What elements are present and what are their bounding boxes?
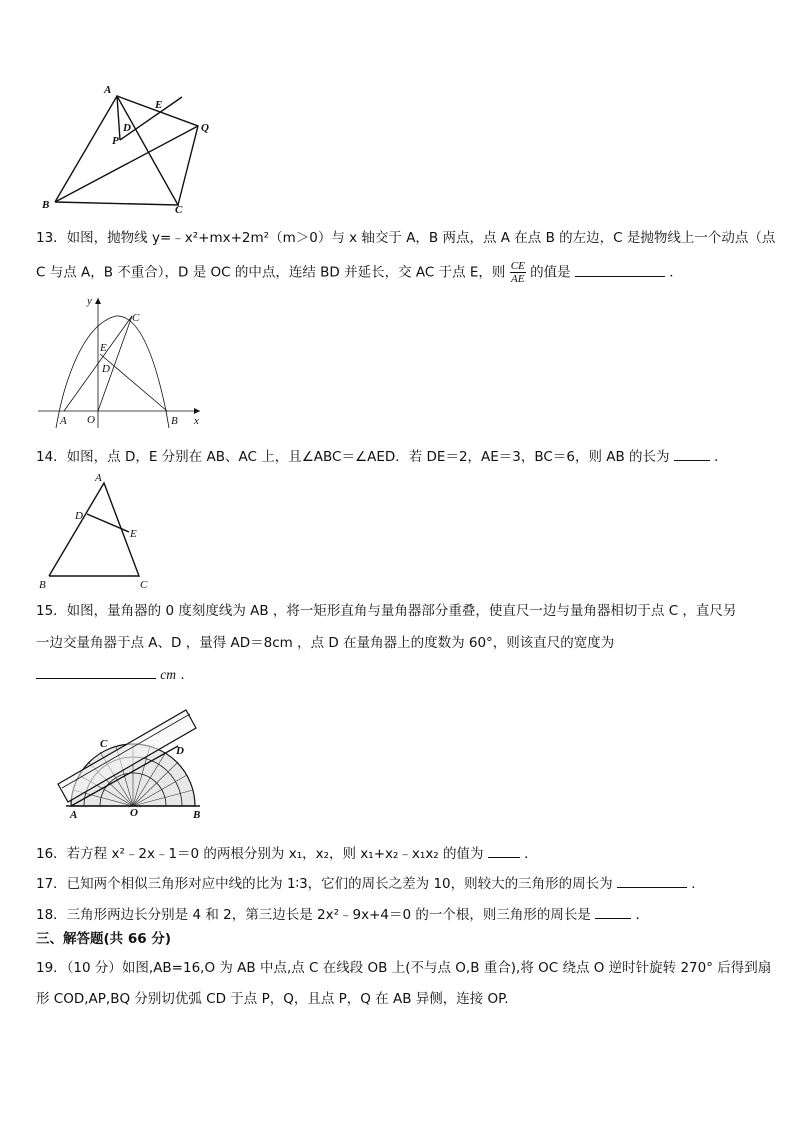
figure-q13-parabola <box>36 294 208 430</box>
q15-line1: 15．如图，量角器的 0 度刻度线为 AB ，将一矩形直角与量角器部分重叠，使直尺一边与量角器相切于点 C ，直尺另 <box>36 603 737 619</box>
q13-label-O: O <box>87 414 95 426</box>
q18-end: ． <box>635 907 649 923</box>
q14-answer-blank[interactable] <box>674 446 710 461</box>
fig12-label-A: A <box>104 84 112 96</box>
q15-label-C: C <box>100 738 108 750</box>
q13-line2 <box>36 260 683 285</box>
q13-answer-blank[interactable] <box>575 262 665 277</box>
q14-question <box>36 446 728 467</box>
q13-line1: 13．如图，抛物线 y=﹣x²+mx+2m²（m＞0）与 x 轴交于 A，B 两点，点 A 在点 B 的左边，C 是抛物线上一个动点（点 <box>36 230 776 246</box>
q18-text: 18．三角形两边长分别是 4 和 2，第三边长是 2x²﹣9x+4＝0 的一个根，则三角形的周长是 <box>36 907 591 923</box>
q17-answer-blank[interactable] <box>617 873 687 888</box>
figure-q14-triangle <box>36 470 156 592</box>
q15-label-O: O <box>130 807 138 819</box>
q13-label-y: y <box>87 295 92 307</box>
figure-q12 <box>38 82 218 214</box>
q15-label-A: A <box>70 809 78 820</box>
q13-label-x: x <box>194 415 199 427</box>
q13-label-B: B <box>171 415 178 427</box>
q17-end: ． <box>691 876 705 892</box>
q14-label-E: E <box>130 528 137 540</box>
fig12-label-D: D <box>123 122 131 134</box>
q15-answer-blank[interactable] <box>36 664 156 679</box>
q15-end: . <box>180 667 185 683</box>
q18-question <box>36 904 649 925</box>
q13-label-A: A <box>60 415 67 427</box>
q14-label-B: B <box>39 579 46 591</box>
q16-text: 16．若方程 x²﹣2x﹣1＝0 的两根分别为 x₁，x₂，则 x₁+x₂﹣x₁x₂ 的值为 <box>36 846 484 862</box>
q13-line2-pre: C 与点 A，B 不重合），D 是 OC 的中点，连结 BD 并延长，交 AC 于点 E，则 <box>36 264 506 281</box>
q15-line2: 一边交量角器于点 A、D ，量得 AD＝8cm ，点 D 在量角器上的度数为 60°，则该直尺的宽度为 <box>36 635 615 651</box>
fig12-label-Q: Q <box>201 122 209 134</box>
q13-line2-post: 的值是 <box>530 264 571 281</box>
q16-answer-blank[interactable] <box>488 843 520 858</box>
q13-end: ． <box>669 264 683 281</box>
q17-question <box>36 873 705 894</box>
q15-unit: cm <box>160 667 177 682</box>
fig12-label-C: C <box>175 204 183 214</box>
q13-label-C: C <box>132 312 140 324</box>
figure-q12-lines <box>55 96 198 205</box>
q19-line2: 形 COD,AP,BQ 分别切优弧 CD 于点 P，Q，且点 P，Q 在 AB 异侧，连接 OP. <box>36 991 509 1007</box>
q13-label-E: E <box>100 342 107 354</box>
figure-q15-protractor <box>46 700 216 820</box>
q19-line1: 19．（10 分）如图,AB=16,O 为 AB 中点,点 C 在线段 OB 上(不与点 O,B 重合),将 OC 绕点 O 逆时针旋转 270° 后得到扇 <box>36 960 772 976</box>
q18-answer-blank[interactable] <box>595 904 631 919</box>
q15-label-D: D <box>176 745 184 757</box>
q13-fraction <box>510 260 526 285</box>
q14-end: ． <box>714 449 728 465</box>
q15-label-B: B <box>193 809 201 820</box>
q13-frac-num: CE <box>510 260 525 272</box>
q15-line3 <box>36 664 185 685</box>
q14-label-D: D <box>75 510 83 522</box>
q16-question <box>36 843 538 864</box>
q14-text: 14．如图，点 D，E 分别在 AB、AC 上，且∠ABC＝∠AED．若 DE＝2，AE＝3，BC＝6，则 AB 的长为 <box>36 449 670 465</box>
fig12-label-B: B <box>42 199 50 211</box>
fig12-label-E: E <box>155 99 163 111</box>
q14-label-C: C <box>140 579 148 591</box>
fig12-label-P: P <box>112 135 119 147</box>
q16-end: ． <box>524 846 538 862</box>
section3-title: 三、解答题(共 66 分) <box>36 931 172 947</box>
q14-label-A: A <box>95 472 102 484</box>
q13-label-D: D <box>102 363 110 375</box>
q13-frac-den: AE <box>511 273 525 285</box>
q17-text: 17．已知两个相似三角形对应中线的比为 1∶3，它们的周长之差为 10，则较大的三角形的周长为 <box>36 876 613 892</box>
